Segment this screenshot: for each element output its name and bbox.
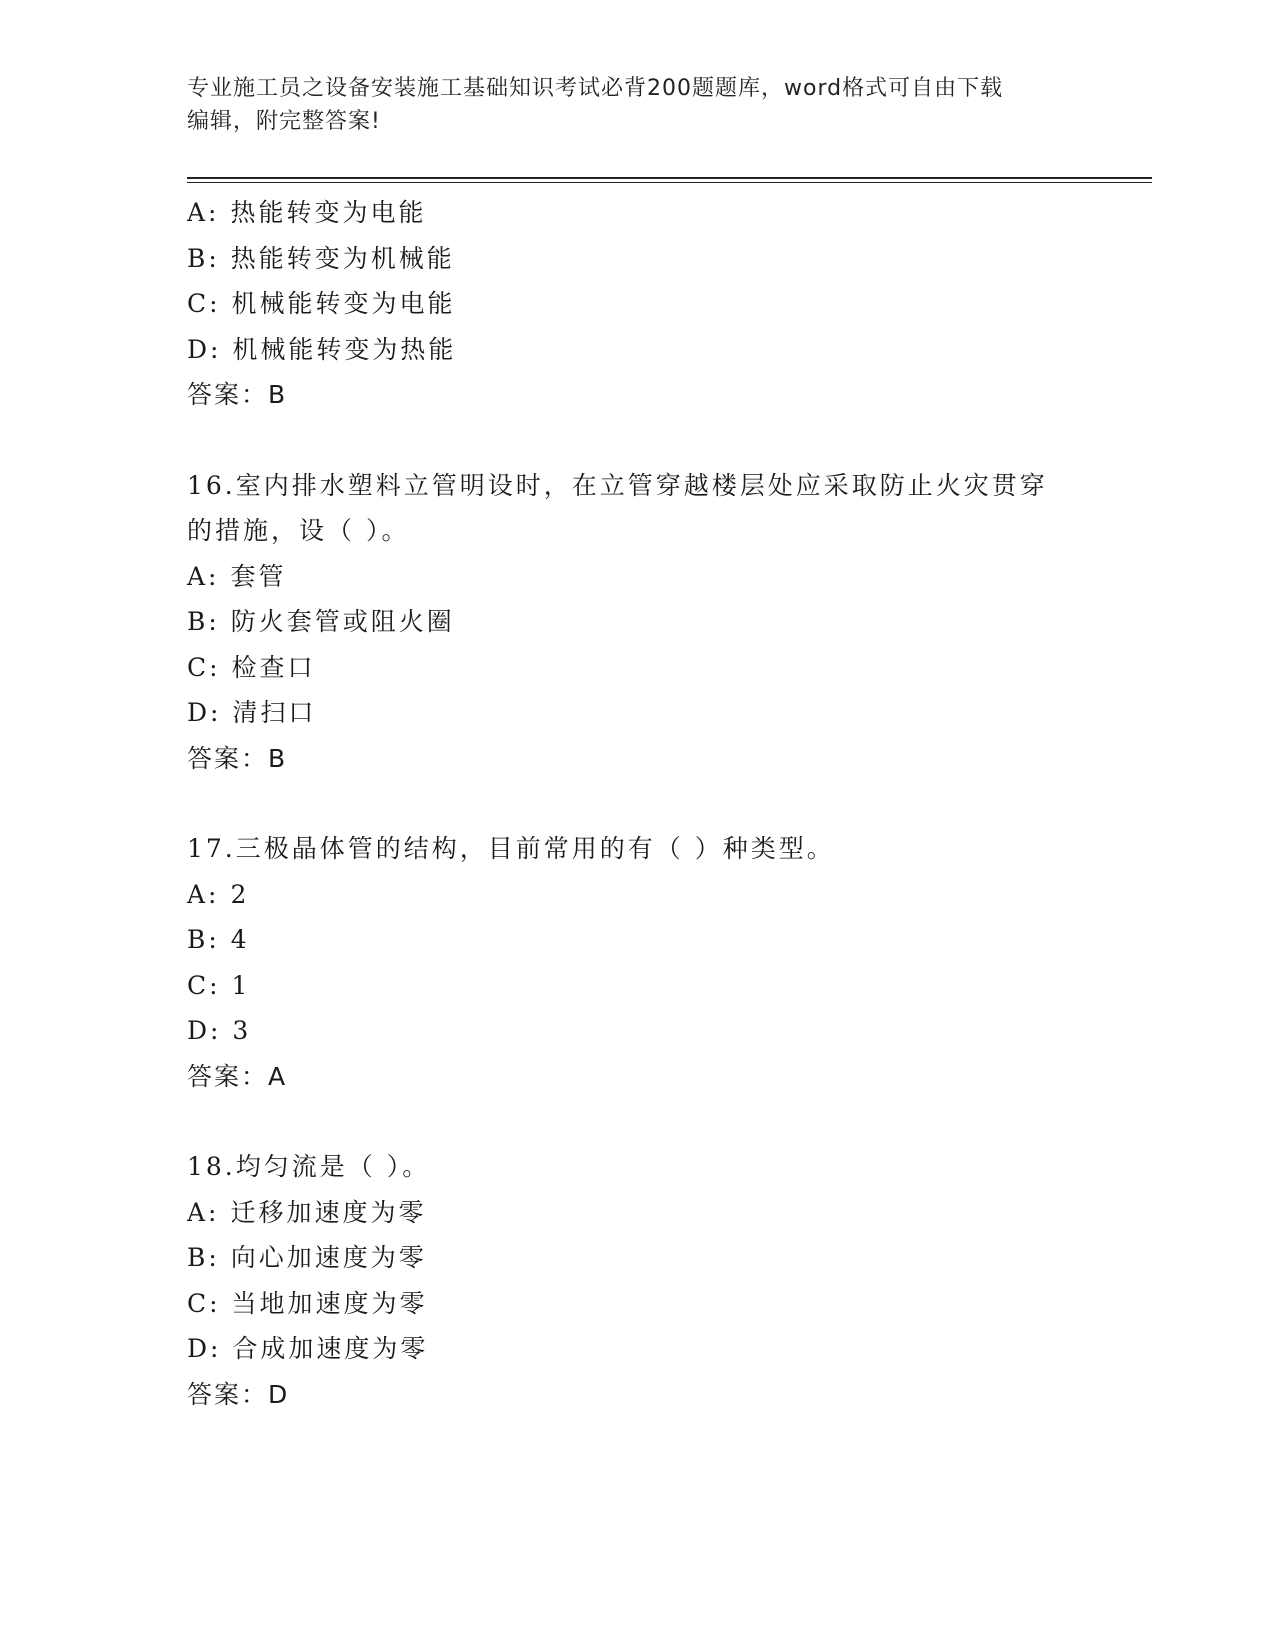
option-d: D: 机械能转变为热能: [187, 334, 457, 364]
option-b: B: 4: [187, 925, 250, 954]
question-stem-line-1: 18.均匀流是（ ）。: [187, 1152, 431, 1181]
answer-line: 答案：A: [187, 1061, 288, 1091]
option-b: B: 向心加速度为零: [187, 1243, 427, 1272]
option-c: C: 1: [187, 970, 251, 1000]
option-b: B: 防火套管或阻火圈: [187, 607, 455, 636]
header-rule-thin: [187, 182, 1152, 183]
option-a: A: 热能转变为电能: [187, 198, 427, 227]
question-block-15: [187, 190, 1087, 418]
option-c: C: 机械能转变为电能: [187, 289, 456, 318]
question-block-17: [187, 826, 1087, 1099]
header-rule-thick: [187, 177, 1152, 179]
document-header: [187, 72, 1067, 138]
option-d: D: 3: [187, 1016, 252, 1045]
option-c: C: 当地加速度为零: [187, 1288, 428, 1318]
option-d: D: 合成加速度为零: [187, 1334, 429, 1363]
header-line-2: 编辑，附完整答案!: [187, 109, 381, 134]
question-stem-line-1: 17.三极晶体管的结构，目前常用的有（ ）种类型。: [187, 834, 835, 863]
question-block-16: [187, 463, 1087, 782]
question-stem-line-2: 的措施，设（ ）。: [187, 516, 410, 545]
option-c: C: 检查口: [187, 652, 316, 682]
question-block-18: [187, 1144, 1087, 1417]
option-a: A: 2: [187, 879, 250, 909]
header-line-1: 专业施工员之设备安装施工基础知识考试必背200题题库，word格式可自由下载: [187, 76, 1004, 101]
option-a: A: 迁移加速度为零: [187, 1197, 427, 1227]
question-stem-line-1: 16.室内排水塑料立管明设时，在立管穿越楼层处应采取防止火灾贯穿: [187, 470, 1048, 500]
answer-line: 答案：D: [187, 1379, 290, 1409]
option-b: B: 热能转变为机械能: [187, 243, 455, 273]
option-a: A: 套管: [187, 561, 287, 591]
question-list: [187, 190, 1087, 1417]
option-d: D: 清扫口: [187, 698, 317, 727]
answer-line: 答案：B: [187, 743, 288, 773]
answer-line: 答案：B: [187, 380, 288, 409]
